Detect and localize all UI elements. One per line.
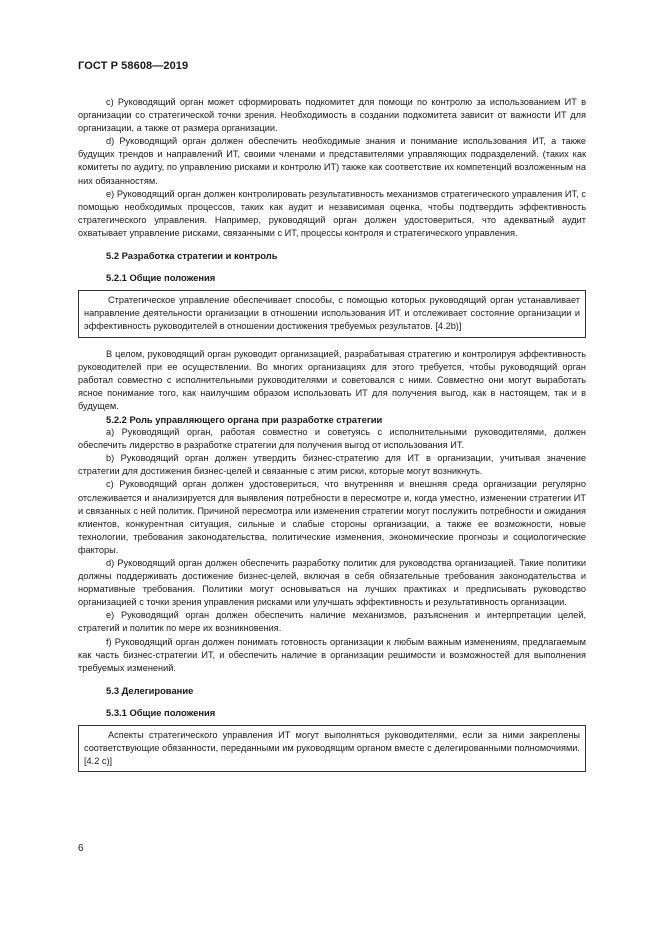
intro-item-c: c) Руководящий орган может сформировать подкомитет для помощи по контролю за использованием ИТ в организации со стратегической точки зрения. Необходимость в создании подкомитета зависит от важности ИТ для организации, а также от размера организации. — [78, 97, 586, 134]
intro-item-e: e) Руководящий орган должен контролировать результативность механизмов стратегического управления ИТ, с помощью необходимых процессов, таких как аудит и независимая оценка, чтобы подтвердить эффективность стратегического управления. Например, руководящий орган должен удостовериться, что адекватный аудит охватывает управление рисками, связанными с ИТ, процессы контроля и стратегического управления. — [78, 188, 586, 238]
item-5-2-2-a: a) Руководящий орган, работая совместно и советуясь с исполнительными руководителями, должен обеспечить лидерство в разработке стратегии для получения выгод от использования ИТ. — [78, 427, 586, 451]
section-heading-5-2: 5.2 Разработка стратегии и контроль — [106, 250, 278, 262]
page-content — [78, 96, 586, 772]
section-heading-5-3: 5.3 Делегирование — [106, 684, 194, 696]
item-5-2-2-d: d) Руководящий орган должен обеспечить разработку политик для руководства организацией. Такие политики должны поддерживать достижение бизнес-целей, включая в себя обязательные требования законодательства и нормативные требования. Политики могут основываться на лучших практиках и предписывать руководство организацией с точки зрения управления рисками или улучшать эффективность и результативность организации. — [78, 558, 586, 608]
page-number: 6 — [78, 843, 84, 854]
item-5-2-2-c: c) Руководящий орган должен удостовериться, что внутренняя и внешняя среда организации регулярно отслеживается и анализируется для выявления потребности в пересмотре и, когда уместно, изменении стратегии ИТ и связанных с ней политик. Причиной пересмотра или изменения стратегии могут послужить потребности и ожидания клиентов, конкурентная ситуация, сильные и слабые стороны организации, а также ее возможности, новые технологии, требования законодательства, политические изменения, экономические прогнозы и социологические факторы. — [78, 479, 586, 555]
document-id: ГОСТ Р 58608—2019 — [78, 60, 189, 72]
subsection-heading-5-2-2: 5.2.2 Роль управляющего органа при разработке стратегии — [106, 413, 383, 425]
intro-item-d: d) Руководящий орган должен обеспечить необходимые знания и понимание использования ИТ, а также будущих трендов и направлений ИТ, своими членами и представителями управляющих подразделений. (таких как комитеты по аудиту, по управлению рисками и контролю ИТ) также как соответствие их компетенций возложенным на них обязанностям. — [78, 136, 586, 186]
paragraph-5-2-1: В целом, руководящий орган руководит организацией, разрабатывая стратегию и контролируя эффективность руководителей при ее осуществлении. Во многих организациях для этого требуется, чтобы руководящий орган работал совместно с исполнительными руководителями и советовался с ними. Совместно они могут выработать ясное понимание того, как наилучшим образом использовать ИТ для получения выгод, как в настоящем, так и в будущем. — [78, 348, 586, 411]
quote-text-5-3-1: Аспекты стратегического управления ИТ могут выполняться руководителями, если за ними закреплены соответствующие обязанности, переданными им руководящим органом вместе с делегированными полномочиями. [4.2 c)] — [84, 730, 580, 767]
quote-box-5-3-1 — [78, 725, 586, 772]
item-5-2-2-b: b) Руководящий орган должен утвердить бизнес-стратегию для ИТ в организации, учитывая значение стратегии для достижения бизнес-целей и связанные с этим риски, которые могут возникнуть. — [78, 453, 586, 477]
quote-text-5-2-1: Стратегическое управление обеспечивает способы, с помощью которых руководящий орган устанавливает направление деятельности организации в отношении использования ИТ и отслеживает состояние организации и эффективность руководителей в отношении достижения требуемых результатов. [4.2b)] — [84, 295, 580, 332]
item-5-2-2-f: f) Руководящий орган должен понимать готовность организации к любым важным изменениям, предлагаемым как часть бизнес-стратегии ИТ, и обеспечить наличие в организации решимости и возможностей для выполнения требуемых изменений. — [78, 636, 586, 673]
subsection-heading-5-2-1: 5.2.1 Общие положения — [106, 272, 216, 284]
subsection-heading-5-3-1: 5.3.1 Общие положения — [106, 706, 216, 718]
quote-box-5-2-1 — [78, 290, 586, 337]
item-5-2-2-e: e) Руководящий орган должен обеспечить наличие механизмов, разъяснения и интерпретации целей, стратегий и политик по мере их возникновения. — [78, 610, 586, 634]
